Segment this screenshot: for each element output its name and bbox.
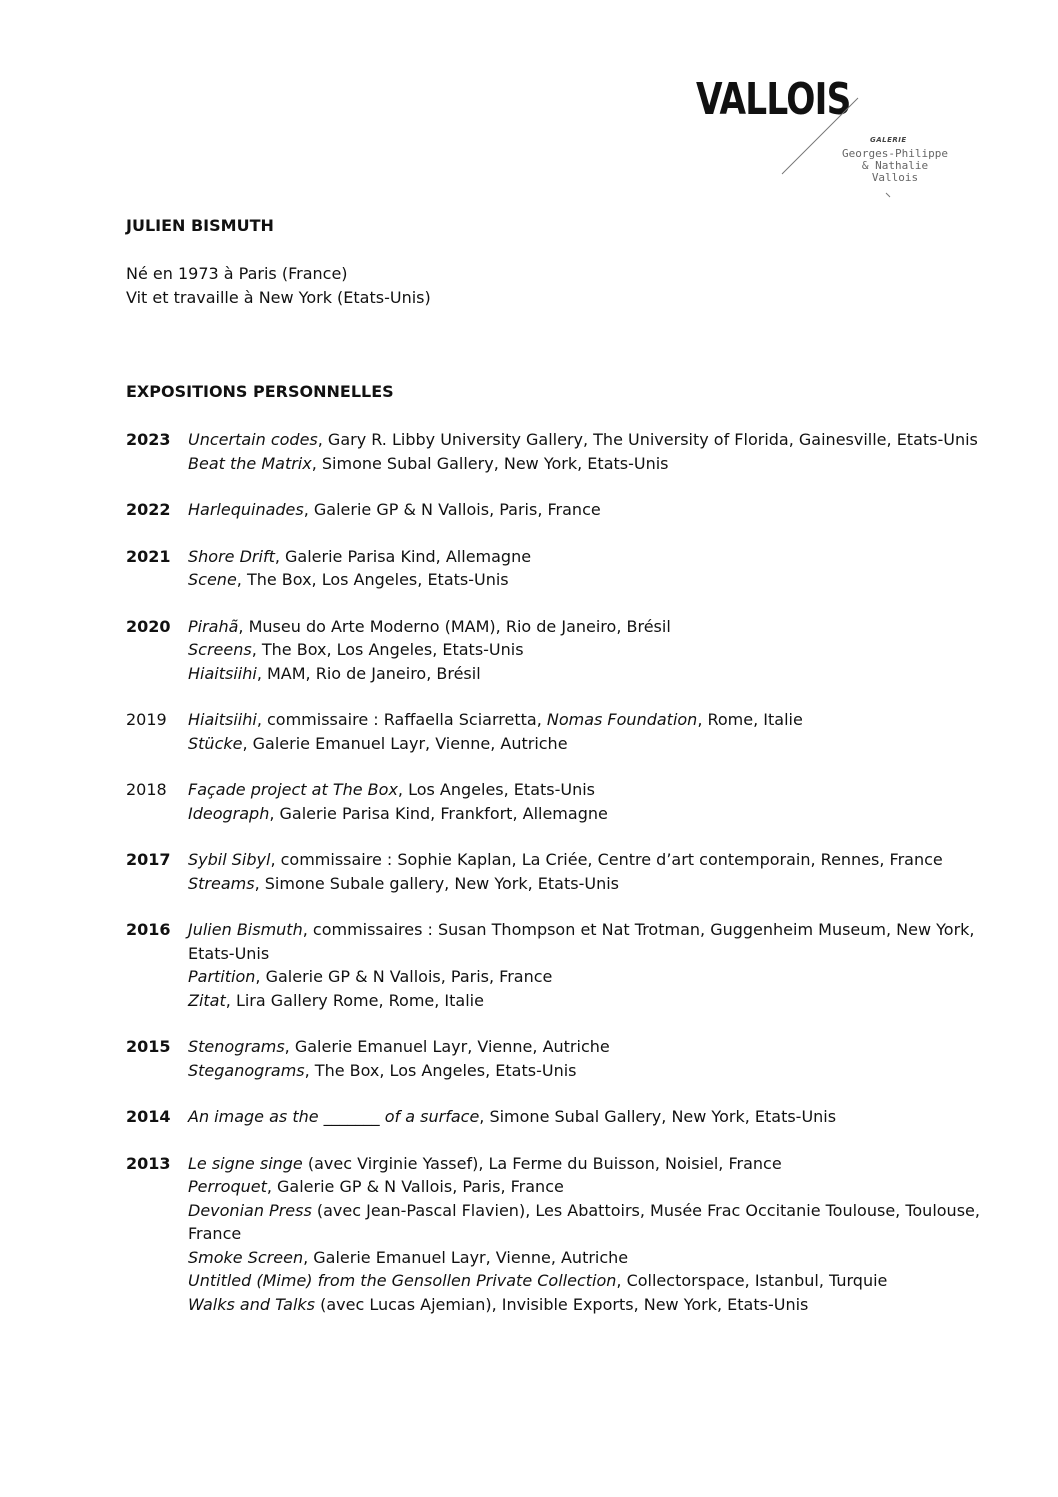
exhibition-details: , commissaire : Sophie Kaplan, La Criée, Centre d’art contemporain, Rennes, France xyxy=(270,850,943,869)
exhibition-entry xyxy=(188,1199,1006,1246)
exhibition-details: , The Box, Los Angeles, Etats-Unis xyxy=(236,570,509,589)
year-label: 2023 xyxy=(126,430,171,449)
year-block xyxy=(126,1152,1006,1317)
year-label: 2019 xyxy=(126,710,167,729)
exhibition-details: , Galerie GP & N Vallois, Paris, France xyxy=(303,500,601,519)
logo-name-line: Georges-Philippe xyxy=(842,147,948,160)
exhibition-entry xyxy=(188,989,1006,1013)
exhibition-title: Julien Bismuth xyxy=(188,920,303,939)
exhibition-title: Untitled (Mime) from the Gensollen Private Collection xyxy=(188,1271,617,1290)
exhibition-title: Walks and Talks xyxy=(188,1294,316,1314)
exhibition-title: Hiaitsiihi xyxy=(188,663,257,683)
exhibition-title: Perroquet xyxy=(188,1177,267,1196)
exhibition-title: Devonian Press xyxy=(188,1200,312,1220)
year-block xyxy=(126,848,1006,895)
year-block xyxy=(126,1035,1006,1082)
exhibition-entry xyxy=(188,662,1006,686)
gallery-logo xyxy=(696,74,966,208)
artist-name: JULIEN BISMUTH xyxy=(126,216,274,235)
exhibition-entries xyxy=(188,708,1006,755)
exhibition-entry xyxy=(188,1152,1006,1176)
exhibition-details: , Collectorspace, Istanbul, Turquie xyxy=(616,1271,888,1290)
exhibition-details: (avec Lucas Ajemian), Invisible Exports, New York, Etats-Unis xyxy=(315,1294,809,1314)
exhibition-entry xyxy=(188,1293,1006,1317)
exhibition-entry xyxy=(188,545,1006,569)
exhibition-entry xyxy=(188,848,1006,872)
exhibition-details: , Simone Subal Gallery, New York, Etats-Unis xyxy=(311,453,669,473)
exhibition-entry xyxy=(188,1269,1006,1293)
exhibition-details: (avec Jean-Pascal Flavien), Les Abattoirs, Musée Frac Occitanie Toulouse, Toulouse, France xyxy=(188,1200,980,1243)
logo-diagonal-line xyxy=(696,74,966,208)
exhibition-details: , Galerie Parisa Kind, Allemagne xyxy=(274,546,532,566)
exhibition-title: Stenograms xyxy=(188,1037,285,1056)
year-block xyxy=(126,615,1006,686)
exhibition-title: Hiaitsiihi xyxy=(188,710,257,729)
year-label: 2022 xyxy=(126,500,171,519)
exhibition-entries xyxy=(188,498,1006,522)
exhibition-entries xyxy=(188,918,1006,1012)
exhibition-title: Partition xyxy=(188,967,256,986)
exhibition-entry xyxy=(188,568,1006,592)
exhibition-entry xyxy=(188,452,1006,476)
exhibition-details: , commissaires : Susan Thompson et Nat Trotman, Guggenheim Museum, New York, Etats-Unis xyxy=(188,920,975,963)
year-label: 2017 xyxy=(126,850,171,869)
exhibition-title: Shore Drift xyxy=(188,546,275,566)
exhibition-entry xyxy=(188,708,1006,732)
exhibition-entries xyxy=(188,848,1006,895)
exhibition-title: Beat the Matrix xyxy=(188,453,312,473)
exhibition-entry xyxy=(188,732,1006,756)
logo-name-line: Vallois xyxy=(871,171,919,184)
exhibition-details: , The Box, Los Angeles, Etats-Unis xyxy=(251,640,524,659)
exhibition-title: Steganograms xyxy=(188,1060,305,1080)
exhibition-details: , Rome, Italie xyxy=(697,710,803,729)
logo-owner-names xyxy=(830,148,960,184)
exhibition-details: , commissaire : Raffaella Sciarretta, xyxy=(256,710,547,729)
year-label: 2015 xyxy=(126,1037,171,1056)
exhibition-entries xyxy=(188,545,1006,592)
exhibition-title: Harlequinades xyxy=(188,500,304,519)
exhibition-title: Streams xyxy=(188,873,255,893)
exhibition-details: , Simone Subale gallery, New York, Etats-Unis xyxy=(254,873,619,893)
exhibition-details: , Galerie Emanuel Layr, Vienne, Autriche xyxy=(242,733,568,753)
year-label: 2018 xyxy=(126,780,167,799)
year-block xyxy=(126,1105,1006,1129)
logo-wordmark: VALLOIS xyxy=(696,74,851,125)
exhibition-details: , Galerie Parisa Kind, Frankfort, Allemagne xyxy=(269,803,608,823)
exhibition-entry xyxy=(188,1105,1006,1129)
year-label: 2014 xyxy=(126,1107,171,1126)
exhibition-venue-title: Nomas Foundation xyxy=(546,710,698,729)
exhibition-title: Zitat xyxy=(188,990,226,1010)
exhibition-title: Smoke Screen xyxy=(188,1247,304,1267)
exhibition-entry xyxy=(188,802,1006,826)
exhibition-details: , MAM, Rio de Janeiro, Brésil xyxy=(256,663,481,683)
exhibition-entry xyxy=(188,1035,1006,1059)
exhibition-title: Pirahã xyxy=(188,616,239,636)
exhibition-entry xyxy=(188,1059,1006,1083)
year-label: 2020 xyxy=(126,616,171,636)
exhibition-title: Façade project at The Box xyxy=(188,780,398,799)
exhibition-entries xyxy=(188,1105,1006,1129)
exhibition-entry xyxy=(188,1246,1006,1270)
year-block xyxy=(126,918,1006,1012)
exhibition-entry xyxy=(188,872,1006,896)
exhibition-entry xyxy=(188,918,1006,965)
exhibition-details: , Lira Gallery Rome, Rome, Italie xyxy=(225,990,484,1010)
logo-name-line: & Nathalie xyxy=(861,159,929,172)
exhibition-entry xyxy=(188,1175,1006,1199)
year-block xyxy=(126,428,1006,475)
logo-label: GALERIE xyxy=(870,136,907,144)
exhibition-title: Stücke xyxy=(188,733,243,753)
exhibition-title: Le signe singe xyxy=(188,1153,303,1173)
exhibition-title: Scene xyxy=(188,570,237,589)
exhibition-entries xyxy=(188,428,1006,475)
exhibition-entries xyxy=(188,778,1006,825)
year-block xyxy=(126,498,1006,522)
bio-line: Vit et travaille à New York (Etats-Unis) xyxy=(126,288,431,307)
exhibition-title: Screens xyxy=(188,640,252,659)
exhibition-title: Uncertain codes xyxy=(188,430,318,449)
year-block xyxy=(126,545,1006,592)
year-label: 2013 xyxy=(126,1153,171,1173)
year-block xyxy=(126,708,1006,755)
exhibition-entries xyxy=(188,1035,1006,1082)
year-block xyxy=(126,778,1006,825)
exhibition-details: , Los Angeles, Etats-Unis xyxy=(397,780,596,799)
year-label: 2016 xyxy=(126,920,171,939)
exhibition-entry xyxy=(188,778,1006,802)
exhibitions-list xyxy=(126,428,1006,1339)
exhibition-title: Sybil Sibyl xyxy=(188,850,271,869)
exhibition-entry xyxy=(188,498,1006,522)
exhibition-details: , Galerie Emanuel Layr, Vienne, Autriche xyxy=(284,1037,610,1056)
exhibition-details: , Galerie GP & N Vallois, Paris, France xyxy=(255,967,553,986)
year-label: 2021 xyxy=(126,546,171,566)
exhibition-details: (avec Virginie Yassef), La Ferme du Buisson, Noisiel, France xyxy=(302,1153,782,1173)
exhibition-details: , The Box, Los Angeles, Etats-Unis xyxy=(304,1060,577,1080)
exhibition-details: , Simone Subal Gallery, New York, Etats-Unis xyxy=(479,1107,837,1126)
exhibition-details: , Galerie GP & N Vallois, Paris, France xyxy=(266,1177,564,1196)
exhibition-details: , Museu do Arte Moderno (MAM), Rio de Janeiro, Brésil xyxy=(238,616,671,636)
exhibition-title: Ideograph xyxy=(188,803,270,823)
exhibition-entry xyxy=(188,428,1006,452)
exhibition-entry xyxy=(188,638,1006,662)
exhibition-entry xyxy=(188,965,1006,989)
exhibition-title: An image as the _______ of a surface xyxy=(188,1107,480,1126)
exhibition-entries xyxy=(188,615,1006,686)
exhibition-entries xyxy=(188,1152,1006,1317)
exhibition-entry xyxy=(188,615,1006,639)
exhibition-details: , Gary R. Libby University Gallery, The University of Florida, Gainesville, Etats-Unis xyxy=(317,430,978,449)
section-title: EXPOSITIONS PERSONNELLES xyxy=(126,382,394,401)
bio-line: Né en 1973 à Paris (France) xyxy=(126,264,348,283)
artist-bio xyxy=(126,262,431,310)
exhibition-details: , Galerie Emanuel Layr, Vienne, Autriche xyxy=(303,1247,629,1267)
